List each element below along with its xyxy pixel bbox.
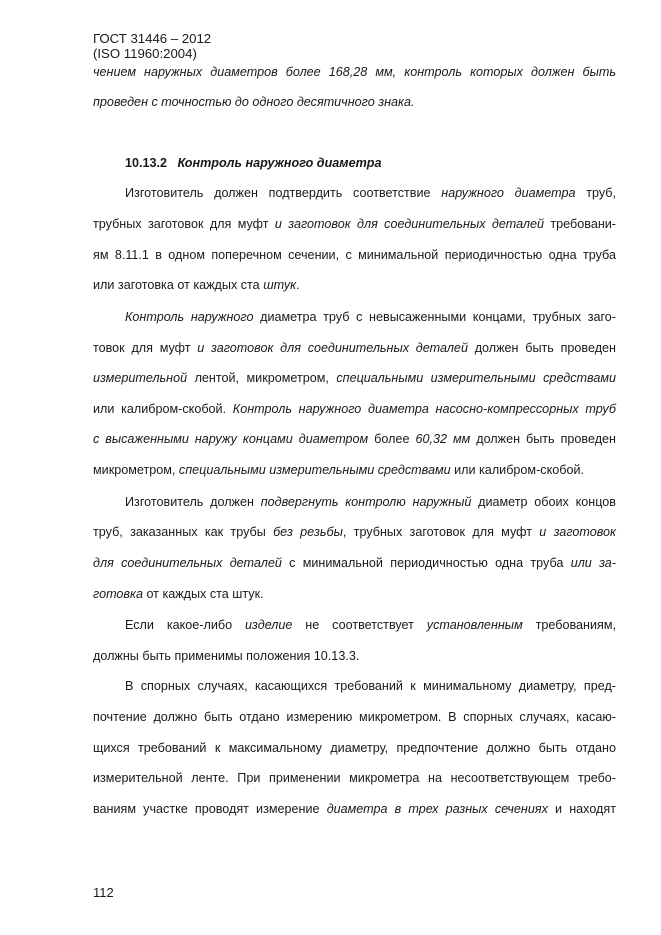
italic-run: специальными измерительными средствами — [336, 371, 616, 385]
text-line — [93, 401, 616, 417]
italic-run: проведен с точностью до одного десятичного знака. — [93, 95, 415, 109]
text-run: диаметр обоих концов — [471, 495, 616, 509]
text-line — [125, 185, 616, 201]
text-line — [93, 648, 359, 664]
text-run: почтение должно быть отдано измерению микрометром. В спорных случаях, касаю- — [93, 710, 616, 724]
text-run: товок для муфт — [93, 341, 198, 355]
italic-run: 60,32 мм — [415, 432, 471, 446]
text-run: должен быть проведен — [470, 432, 616, 446]
text-line — [93, 770, 616, 786]
italic-run: и заготовок — [539, 525, 616, 539]
text-run: не соответствует — [292, 618, 427, 632]
text-run: , трубных заготовок для муфт — [342, 525, 540, 539]
text-run: или калибром-скобой. — [93, 402, 233, 416]
text-line — [93, 709, 616, 725]
text-run: должны быть применимы положения 10.13.3. — [93, 649, 360, 663]
text-run: трубных заготовок для муфт — [93, 217, 275, 231]
text-line — [93, 64, 616, 80]
italic-run: и заготовок для соединительных деталей — [197, 341, 468, 355]
iso-reference: (ISO 11960:2004) — [93, 46, 197, 61]
text-run: труб, — [575, 186, 617, 200]
text-run: В спорных случаях, касающихся требований к минимальному диаметру, пред- — [125, 679, 616, 693]
text-line — [125, 494, 616, 510]
italic-run: Контроль наружного диаметра насосно-компрессорных труб — [232, 402, 616, 416]
italic-run: для соединительных деталей — [93, 556, 282, 570]
text-run: более — [368, 432, 416, 446]
text-run: диаметра труб с невысаженными концами, трубных заго- — [253, 310, 616, 324]
italic-run: готовка — [93, 587, 143, 601]
text-run: . — [296, 278, 300, 292]
text-run: Изготовитель должен — [125, 495, 261, 509]
text-run: микрометром, — [93, 463, 179, 477]
text-line — [93, 524, 616, 540]
text-line — [93, 277, 300, 293]
italic-run: чением наружных диаметров более 168,28 мм, контроль которых должен быть — [93, 65, 616, 79]
text-line — [93, 740, 616, 756]
text-run: щихся требований к максимальному диаметру, предпочтение должно быть отдано — [93, 741, 616, 755]
italic-run: специальными измерительными средствами — [178, 463, 451, 477]
text-line — [93, 370, 616, 386]
text-line — [93, 586, 264, 602]
section-heading — [125, 155, 382, 171]
text-run: от каждых ста штук. — [142, 587, 264, 601]
document-code: ГОСТ 31446 – 2012 — [93, 31, 212, 46]
text-line — [93, 247, 616, 263]
text-run: лентой, микрометром, — [187, 371, 337, 385]
text-run: и находят — [547, 802, 616, 816]
text-line — [125, 617, 616, 633]
section-title: Контроль наружного диаметра — [177, 156, 382, 170]
italic-run: измерительной — [93, 371, 188, 385]
text-run: или калибром-скобой. — [450, 463, 584, 477]
text-run: требованиям, — [522, 618, 616, 632]
text-line — [125, 678, 616, 694]
text-run: с минимальной периодичностью одна труба — [281, 556, 571, 570]
italic-run: с высаженными наружу концами диаметром — [93, 432, 369, 446]
page-number: 112 — [93, 885, 114, 900]
text-run: ям 8.11.1 в одном поперечном сечении, с минимальной периодичностью одна труба — [93, 248, 616, 262]
italic-run: Контроль наружного — [125, 310, 254, 324]
text-line — [93, 801, 616, 817]
text-run: Изготовитель должен подтвердить соответствие — [125, 186, 442, 200]
italic-run: или за- — [570, 556, 616, 570]
text-line — [93, 216, 616, 232]
text-run: ваниям участке проводят измерение — [93, 802, 327, 816]
italic-run: установленным — [426, 618, 523, 632]
text-run: требовани- — [544, 217, 617, 231]
italic-run: наружного диаметра — [441, 186, 576, 200]
text-run: труб, заказанных как трубы — [93, 525, 274, 539]
text-run: или заготовка от каждых ста — [93, 278, 264, 292]
section-number: 10.13.2 — [125, 156, 168, 170]
text-line — [93, 462, 584, 478]
text-run: должен быть проведен — [467, 341, 617, 355]
text-line — [93, 431, 616, 447]
italic-run: подвергнуть контролю наружный — [260, 495, 472, 509]
italic-run: штук — [263, 278, 297, 292]
text-run: Если какое-либо — [125, 618, 246, 632]
text-line — [93, 555, 616, 571]
text-line — [125, 309, 616, 325]
italic-run: и заготовок для соединительных деталей — [274, 217, 545, 231]
text-line — [93, 94, 414, 110]
text-run: измерительной ленте. При применении микрометра на несоответствующем требо- — [93, 771, 616, 785]
italic-run: без резьбы — [273, 525, 343, 539]
text-line — [93, 340, 616, 356]
italic-run: диаметра в трех разных сечениях — [326, 802, 548, 816]
italic-run: изделие — [245, 618, 293, 632]
